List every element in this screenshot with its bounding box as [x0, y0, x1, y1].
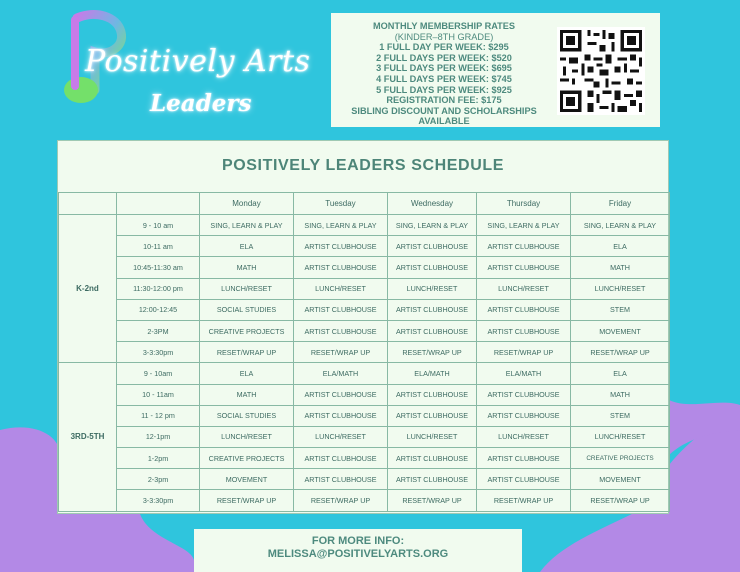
activity-cell: LUNCH/RESET	[571, 426, 670, 447]
schedule-row	[59, 299, 670, 320]
schedule-row	[59, 320, 670, 341]
activity-cell: MATH	[571, 384, 670, 405]
activity-cell: ELA	[571, 236, 670, 257]
activity-cell: ARTIST CLUBHOUSE	[388, 236, 477, 257]
time-cell: 10 - 11am	[117, 384, 200, 405]
schedule-row	[59, 363, 670, 384]
rates-line: MONTHLY MEMBERSHIP RATES	[372, 21, 516, 31]
activity-cell: ARTIST CLUBHOUSE	[294, 469, 388, 490]
activity-cell: ELA/MATH	[477, 363, 571, 384]
day-header: Wednesday	[388, 193, 477, 215]
grade-group-label: 3RD-5TH	[59, 363, 117, 511]
membership-rates-box	[331, 13, 660, 127]
more-info-box	[194, 529, 522, 572]
schedule-row	[59, 257, 670, 278]
activity-cell: ARTIST CLUBHOUSE	[477, 384, 571, 405]
activity-cell: ARTIST CLUBHOUSE	[388, 405, 477, 426]
activity-cell: ELA	[200, 363, 294, 384]
day-header: Monday	[200, 193, 294, 215]
schedule-row	[59, 490, 670, 511]
activity-cell: SING, LEARN & PLAY	[571, 215, 670, 236]
activity-cell: LUNCH/RESET	[200, 278, 294, 299]
activity-cell: LUNCH/RESET	[388, 426, 477, 447]
activity-cell: RESET/WRAP UP	[388, 490, 477, 511]
activity-cell: CREATIVE PROJECTS	[571, 448, 670, 469]
schedule-row	[59, 384, 670, 405]
activity-cell: MOVEMENT	[571, 469, 670, 490]
activity-cell: LUNCH/RESET	[571, 278, 670, 299]
activity-cell: RESET/WRAP UP	[200, 490, 294, 511]
schedule-row	[59, 448, 670, 469]
positively-arts-logo	[55, 6, 311, 126]
day-header: Friday	[571, 193, 670, 215]
activity-cell: CREATIVE PROJECTS	[200, 448, 294, 469]
time-cell: 2-3pm	[117, 469, 200, 490]
activity-cell: MATH	[200, 257, 294, 278]
activity-cell: MOVEMENT	[571, 320, 670, 341]
schedule-row	[59, 278, 670, 299]
activity-cell: ARTIST CLUBHOUSE	[477, 236, 571, 257]
activity-cell: LUNCH/RESET	[477, 278, 571, 299]
activity-cell: MATH	[200, 384, 294, 405]
time-cell: 12-1pm	[117, 426, 200, 447]
time-header-cell	[117, 193, 200, 215]
activity-cell: ARTIST CLUBHOUSE	[477, 299, 571, 320]
activity-cell: LUNCH/RESET	[294, 278, 388, 299]
time-cell: 10:45-11:30 am	[117, 257, 200, 278]
activity-cell: SING, LEARN & PLAY	[200, 215, 294, 236]
contact-email-link[interactable]: MELISSA@POSITIVELYARTS.ORG	[267, 547, 449, 560]
activity-cell: SOCIAL STUDIES	[200, 405, 294, 426]
activity-cell: SOCIAL STUDIES	[200, 299, 294, 320]
schedule-title: POSITIVELY LEADERS SCHEDULE	[221, 157, 505, 174]
rates-line: SIBLING DISCOUNT AND SCHOLARSHIPS	[351, 105, 537, 116]
activity-cell: ARTIST CLUBHOUSE	[388, 469, 477, 490]
time-cell: 1-2pm	[117, 448, 200, 469]
schedule-table	[58, 192, 670, 512]
activity-cell: ARTIST CLUBHOUSE	[477, 257, 571, 278]
rates-line: 4 FULL DAYS PER WEEK: $745	[376, 73, 512, 84]
activity-cell: ARTIST CLUBHOUSE	[294, 448, 388, 469]
schedule-row	[59, 469, 670, 490]
activity-cell: SING, LEARN & PLAY	[294, 215, 388, 236]
logo-title: Positively Arts	[85, 44, 311, 79]
time-cell: 2-3PM	[117, 320, 200, 341]
qr-code-icon[interactable]	[557, 27, 645, 115]
rates-line: AVAILABLE	[418, 116, 470, 127]
activity-cell: MATH	[571, 257, 670, 278]
day-header: Tuesday	[294, 193, 388, 215]
activity-cell: ARTIST CLUBHOUSE	[388, 320, 477, 341]
grade-group-label: K-2nd	[59, 215, 117, 363]
activity-cell: RESET/WRAP UP	[294, 490, 388, 511]
activity-cell: ARTIST CLUBHOUSE	[477, 405, 571, 426]
activity-cell: ARTIST CLUBHOUSE	[388, 299, 477, 320]
rates-line: 5 FULL DAYS PER WEEK: $925	[376, 84, 512, 95]
activity-cell: ARTIST CLUBHOUSE	[477, 469, 571, 490]
rates-line: 1 FULL DAY PER WEEK: $295	[379, 42, 509, 53]
activity-cell: RESET/WRAP UP	[571, 490, 670, 511]
rates-line: (KINDER–8TH GRADE)	[394, 31, 494, 42]
time-cell: 9 - 10am	[117, 363, 200, 384]
rates-line: 3 FULL DAYS PER WEEK: $695	[376, 63, 512, 74]
activity-cell: ELA/MATH	[294, 363, 388, 384]
activity-cell: ARTIST CLUBHOUSE	[294, 320, 388, 341]
activity-cell: ELA/MATH	[388, 363, 477, 384]
activity-cell: ELA	[200, 236, 294, 257]
activity-cell: MOVEMENT	[200, 469, 294, 490]
day-header: Thursday	[477, 193, 571, 215]
activity-cell: RESET/WRAP UP	[477, 342, 571, 363]
schedule-row	[59, 215, 670, 236]
activity-cell: ARTIST CLUBHOUSE	[294, 405, 388, 426]
corner-cell	[59, 193, 117, 215]
activity-cell: RESET/WRAP UP	[571, 342, 670, 363]
activity-cell: ELA	[571, 363, 670, 384]
activity-cell: LUNCH/RESET	[388, 278, 477, 299]
schedule-row	[59, 405, 670, 426]
activity-cell: ARTIST CLUBHOUSE	[388, 257, 477, 278]
schedule-row	[59, 426, 670, 447]
time-cell: 9 - 10 am	[117, 215, 200, 236]
activity-cell: LUNCH/RESET	[294, 426, 388, 447]
activity-cell: ARTIST CLUBHOUSE	[294, 236, 388, 257]
activity-cell: RESET/WRAP UP	[388, 342, 477, 363]
header-row	[59, 193, 670, 215]
activity-cell: LUNCH/RESET	[200, 426, 294, 447]
rates-line: REGISTRATION FEE: $175	[386, 95, 502, 106]
time-cell: 3-3:30pm	[117, 490, 200, 511]
time-cell: 11 - 12 pm	[117, 405, 200, 426]
time-cell: 3-3:30pm	[117, 342, 200, 363]
activity-cell: CREATIVE PROJECTS	[200, 320, 294, 341]
activity-cell: RESET/WRAP UP	[477, 490, 571, 511]
activity-cell: STEM	[571, 405, 670, 426]
activity-cell: RESET/WRAP UP	[200, 342, 294, 363]
activity-cell: SING, LEARN & PLAY	[477, 215, 571, 236]
activity-cell: SING, LEARN & PLAY	[388, 215, 477, 236]
activity-cell: STEM	[571, 299, 670, 320]
time-cell: 12:00-12:45	[117, 299, 200, 320]
activity-cell: ARTIST CLUBHOUSE	[294, 384, 388, 405]
activity-cell: ARTIST CLUBHOUSE	[477, 320, 571, 341]
rates-line: 2 FULL DAYS PER WEEK: $520	[376, 52, 512, 63]
activity-cell: RESET/WRAP UP	[294, 342, 388, 363]
rates-text	[339, 21, 549, 127]
schedule-panel	[57, 140, 669, 514]
schedule-row	[59, 236, 670, 257]
activity-cell: LUNCH/RESET	[477, 426, 571, 447]
time-cell: 11:30-12:00 pm	[117, 278, 200, 299]
activity-cell: ARTIST CLUBHOUSE	[388, 448, 477, 469]
activity-cell: ARTIST CLUBHOUSE	[388, 384, 477, 405]
activity-cell: ARTIST CLUBHOUSE	[294, 299, 388, 320]
logo-subtitle: Leaders	[150, 90, 252, 117]
activity-cell: ARTIST CLUBHOUSE	[294, 257, 388, 278]
time-cell: 10-11 am	[117, 236, 200, 257]
activity-cell: ARTIST CLUBHOUSE	[477, 448, 571, 469]
more-info-label: FOR MORE INFO:	[311, 535, 405, 547]
schedule-row	[59, 342, 670, 363]
